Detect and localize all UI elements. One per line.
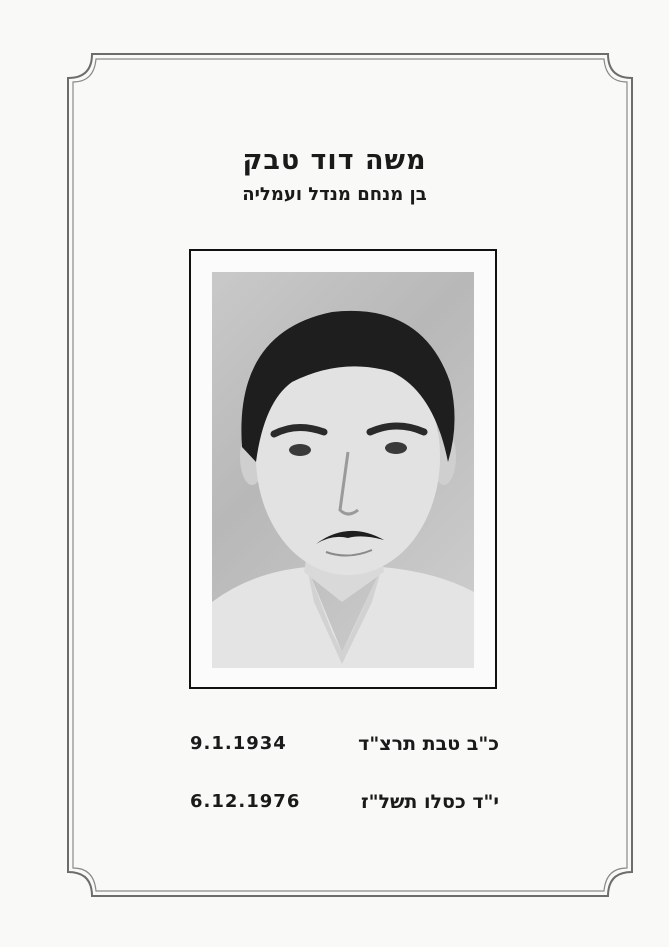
portrait-photo bbox=[212, 272, 474, 668]
death-date-gregorian: 6.12.1976 bbox=[190, 791, 301, 812]
photo-frame bbox=[189, 249, 497, 689]
death-date-hebrew: י"ד כסלו תשל"ז bbox=[361, 791, 499, 813]
parents-line: בן מנחם מנדל ועמליה bbox=[242, 184, 427, 205]
birth-date-row bbox=[0, 733, 669, 763]
death-date-row bbox=[0, 791, 669, 821]
birth-date-hebrew: כ"ב טבת תרצ"ד bbox=[358, 733, 499, 755]
deceased-name: משה דוד טבק bbox=[242, 145, 427, 176]
birth-date-gregorian: 9.1.1934 bbox=[190, 733, 287, 754]
